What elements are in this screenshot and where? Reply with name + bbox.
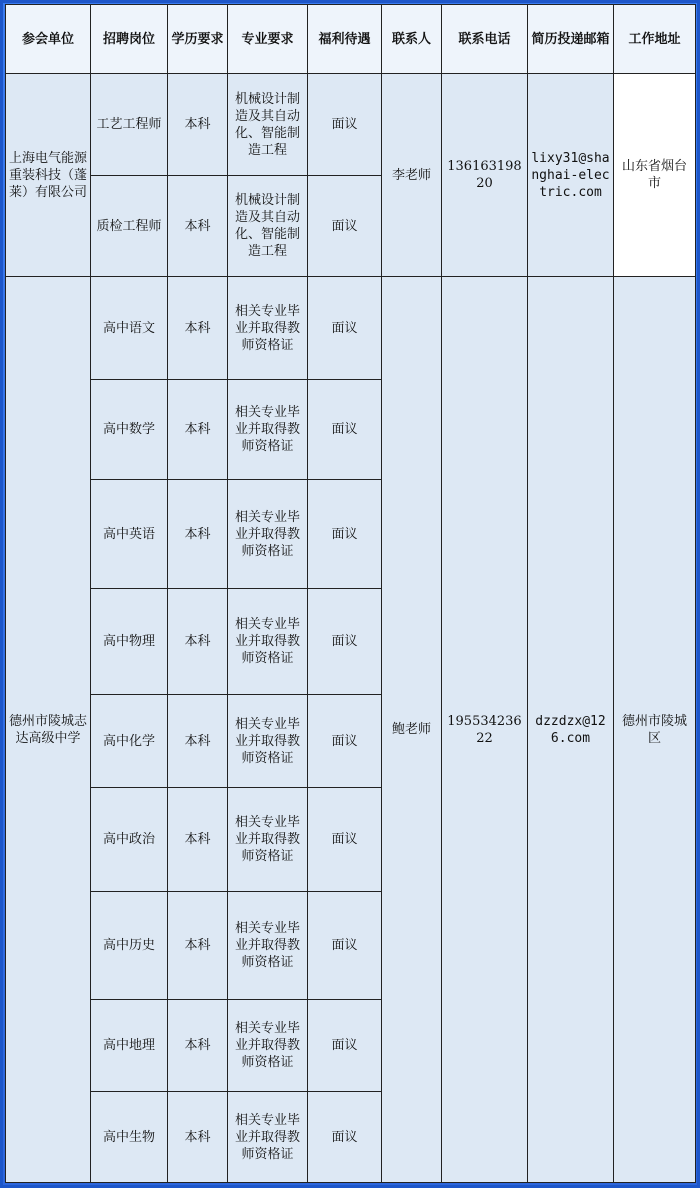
job-benefits: 面议 (308, 380, 382, 480)
contact-email: dzzdzx@126.com (528, 277, 614, 1183)
table-row (6, 277, 696, 380)
company-name: 德州市陵城志达高级中学 (6, 277, 91, 1183)
job-major: 机械设计制造及其自动化、智能制造工程 (228, 74, 308, 176)
contact-email: lixy31@shanghai-electric.com (528, 74, 614, 277)
header-row (6, 5, 696, 74)
job-education: 本科 (168, 1000, 228, 1092)
header-position: 招聘岗位 (91, 5, 168, 74)
job-major: 相关专业毕业并取得教师资格证 (228, 788, 308, 892)
job-education: 本科 (168, 788, 228, 892)
job-major: 相关专业毕业并取得教师资格证 (228, 380, 308, 480)
job-benefits: 面议 (308, 480, 382, 589)
work-address: 山东省烟台市 (614, 74, 696, 277)
job-benefits: 面议 (308, 1000, 382, 1092)
job-major: 相关专业毕业并取得教师资格证 (228, 1092, 308, 1183)
job-position: 高中政治 (91, 788, 168, 892)
header-benefits: 福利待遇 (308, 5, 382, 74)
job-position: 工艺工程师 (91, 74, 168, 176)
job-benefits: 面议 (308, 176, 382, 277)
job-position: 高中语文 (91, 277, 168, 380)
job-position: 高中生物 (91, 1092, 168, 1183)
header-education: 学历要求 (168, 5, 228, 74)
job-major: 相关专业毕业并取得教师资格证 (228, 589, 308, 695)
job-benefits: 面议 (308, 277, 382, 380)
header-address: 工作地址 (614, 5, 696, 74)
job-position: 高中英语 (91, 480, 168, 589)
header-company: 参会单位 (6, 5, 91, 74)
contact-phone: 19553423622 (442, 277, 528, 1183)
job-education: 本科 (168, 589, 228, 695)
job-benefits: 面议 (308, 74, 382, 176)
job-major: 相关专业毕业并取得教师资格证 (228, 695, 308, 788)
job-position: 高中历史 (91, 892, 168, 1000)
job-education: 本科 (168, 480, 228, 589)
contact-phone: 13616319820 (442, 74, 528, 277)
job-benefits: 面议 (308, 589, 382, 695)
job-education: 本科 (168, 380, 228, 480)
job-benefits: 面议 (308, 892, 382, 1000)
header-phone: 联系电话 (442, 5, 528, 74)
header-contact: 联系人 (382, 5, 442, 74)
job-major: 相关专业毕业并取得教师资格证 (228, 277, 308, 380)
job-major: 机械设计制造及其自动化、智能制造工程 (228, 176, 308, 277)
contact-person: 李老师 (382, 74, 442, 277)
header-email: 简历投递邮箱 (528, 5, 614, 74)
job-position: 高中物理 (91, 589, 168, 695)
job-education: 本科 (168, 892, 228, 1000)
table-row (6, 74, 696, 176)
job-benefits: 面议 (308, 788, 382, 892)
job-education: 本科 (168, 695, 228, 788)
job-education: 本科 (168, 1092, 228, 1183)
job-education: 本科 (168, 277, 228, 380)
company-name: 上海电气能源重装科技（蓬莱）有限公司 (6, 74, 91, 277)
job-position: 高中地理 (91, 1000, 168, 1092)
recruitment-table (5, 4, 696, 1183)
job-major: 相关专业毕业并取得教师资格证 (228, 1000, 308, 1092)
job-position: 质检工程师 (91, 176, 168, 277)
job-benefits: 面议 (308, 1092, 382, 1183)
job-major: 相关专业毕业并取得教师资格证 (228, 892, 308, 1000)
job-position: 高中数学 (91, 380, 168, 480)
contact-person: 鲍老师 (382, 277, 442, 1183)
job-benefits: 面议 (308, 695, 382, 788)
work-address: 德州市陵城区 (614, 277, 696, 1183)
job-position: 高中化学 (91, 695, 168, 788)
job-education: 本科 (168, 176, 228, 277)
job-major: 相关专业毕业并取得教师资格证 (228, 480, 308, 589)
header-major: 专业要求 (228, 5, 308, 74)
job-education: 本科 (168, 74, 228, 176)
